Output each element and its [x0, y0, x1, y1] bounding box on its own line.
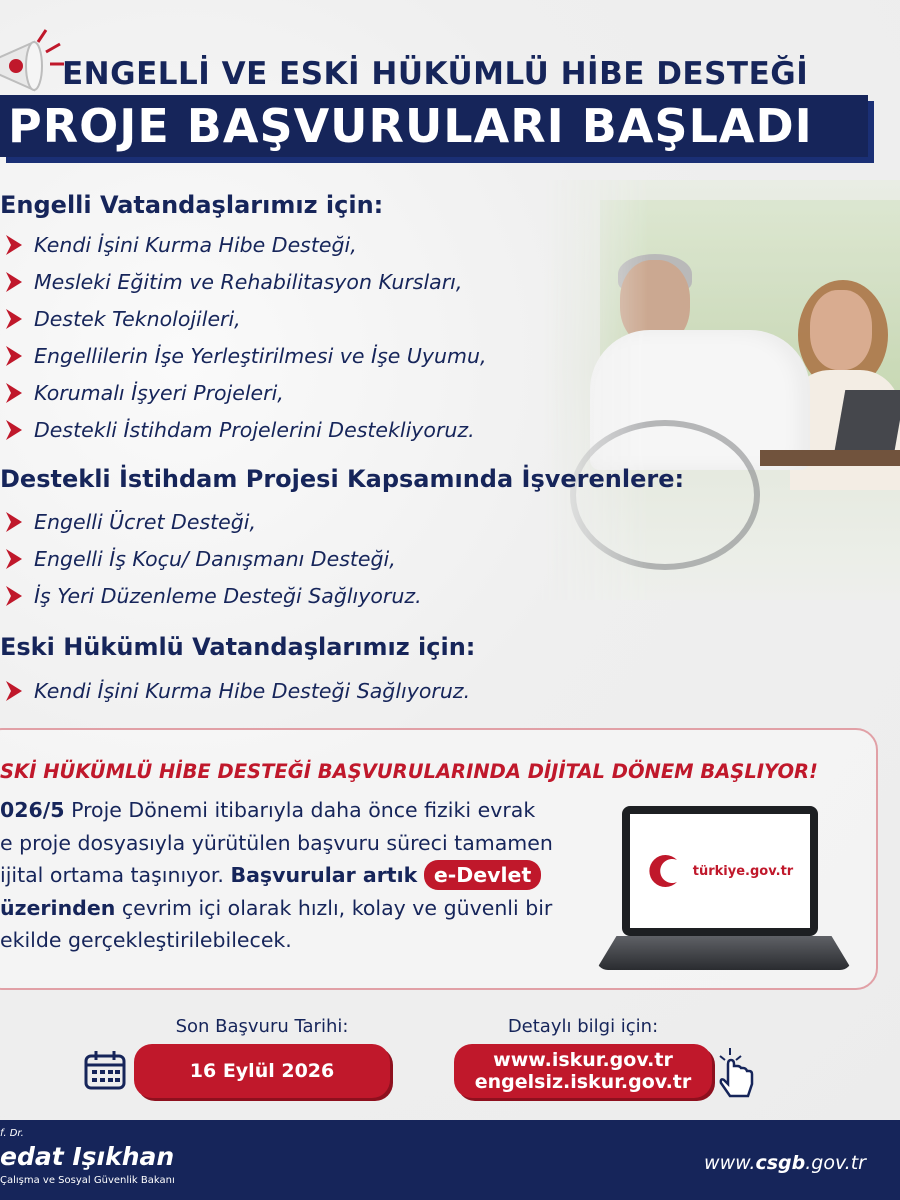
list-item-text: Engellilerin İşe Yerleştirilmesi ve İşe Uyumu, [34, 343, 487, 368]
list-item-text: İş Yeri Düzenleme Desteği Sağlıyoruz. [34, 583, 422, 608]
list-item [0, 374, 487, 411]
chevron-right-icon [6, 512, 22, 532]
calendar-icon [84, 1050, 126, 1090]
notice-emphasis: Başvurular artık [230, 863, 418, 887]
notice-emphasis: üzerinden [0, 895, 116, 920]
minister-signature: edat Işıkhan [0, 1142, 175, 1171]
section-disabled-list [0, 226, 487, 448]
notice-line: Proje Dönemi itibarıyla daha önce fiziki evrak [64, 798, 536, 822]
minister-role: Çalışma ve Sosyal Güvenlik Bakanı [0, 1175, 175, 1186]
list-item-text: Destek Teknolojileri, [34, 306, 241, 331]
chevron-right-icon [6, 309, 22, 329]
chevron-right-icon [6, 383, 22, 403]
list-item-text: Korumalı İşyeri Projeleri, [34, 380, 284, 405]
notice-period: 026/5 [0, 798, 65, 822]
section-employers-title: Destekli İstihdam Projesi Kapsamında İşverenlere: [0, 465, 685, 493]
info-label: Detaylı bilgi için: [507, 1016, 659, 1037]
list-item [0, 411, 487, 448]
list-item [0, 540, 422, 577]
site-suffix: .gov.tr [805, 1152, 866, 1174]
list-item-text: Engelli Ücret Desteği, [34, 509, 256, 534]
chevron-right-icon [6, 420, 22, 440]
footer-title: f. Dr. [0, 1128, 24, 1139]
headline-banner [0, 95, 868, 157]
turkiye-gov-logo: türkiye.gov.tr [692, 863, 794, 879]
notice-line: e proje dosyasıyla yürütülen başvuru süreci tamamen [0, 830, 553, 855]
notice-line: ijital ortama taşınıyor. [0, 863, 231, 887]
list-item [0, 503, 422, 540]
photo-people-at-desk [540, 180, 900, 600]
notice-line: ekilde gerçekleştirilebilecek. [0, 928, 292, 952]
list-item-text: Kendi İşini Kurma Hibe Desteği, [34, 232, 357, 257]
list-item [0, 672, 470, 709]
link-iskur[interactable]: www.iskur.gov.tr [493, 1049, 673, 1071]
megaphone-icon [0, 28, 64, 98]
info-links-badge[interactable] [454, 1044, 712, 1098]
chevron-right-icon [6, 272, 22, 292]
list-item [0, 263, 487, 300]
headline-top: ENGELLİ VE ESKİ HÜKÜMLÜ HİBE DESTEĞİ [62, 56, 809, 92]
site-prefix: www. [704, 1152, 756, 1174]
link-engelsiz-iskur[interactable]: engelsiz.iskur.gov.tr [474, 1071, 692, 1093]
deadline-label: Son Başvuru Tarihi: [175, 1016, 349, 1037]
notice-title: SKİ HÜKÜMLÜ HİBE DESTEĞİ BAŞVURULARINDA DİJİTAL DÖNEM BAŞLIYOR! [0, 760, 818, 783]
chevron-right-icon [6, 346, 22, 366]
section-exconvict-title: Eski Hükümlü Vatandaşlarımız için: [0, 633, 476, 661]
laptop-base [596, 936, 852, 970]
edevlet-badge: e-Devlet [424, 860, 541, 890]
list-item-text: Mesleki Eğitim ve Rehabilitasyon Kursları, [34, 269, 463, 294]
section-disabled-title: Engelli Vatandaşlarımız için: [0, 191, 384, 219]
section-exconvict-list [0, 672, 470, 709]
list-item-text: Destekli İstihdam Projelerini Destekliyoruz. [34, 417, 475, 442]
headline-banner-text: PROJE BAŞVURULARI BAŞLADI [8, 99, 813, 153]
site-domain: csgb [755, 1152, 806, 1174]
pointer-hand-icon [716, 1046, 758, 1102]
list-item [0, 300, 487, 337]
list-item [0, 577, 422, 614]
section-employers-list [0, 503, 422, 614]
chevron-right-icon [6, 681, 22, 701]
list-item [0, 226, 487, 263]
chevron-right-icon [6, 549, 22, 569]
footer-website-link[interactable] [704, 1152, 866, 1174]
list-item-text: Engelli İş Koçu/ Danışmanı Desteği, [34, 546, 396, 571]
list-item [0, 337, 487, 374]
notice-line: çevrim içi olarak hızlı, kolay ve güvenli bir [115, 895, 553, 920]
chevron-right-icon [6, 235, 22, 255]
laptop-illustration [622, 806, 818, 936]
crescent-logo-icon [647, 854, 687, 888]
list-item-text: Kendi İşini Kurma Hibe Desteği Sağlıyoruz. [34, 678, 471, 703]
notice-text [0, 794, 620, 957]
chevron-right-icon [6, 586, 22, 606]
deadline-date-badge: 16 Eylül 2026 [134, 1044, 390, 1098]
